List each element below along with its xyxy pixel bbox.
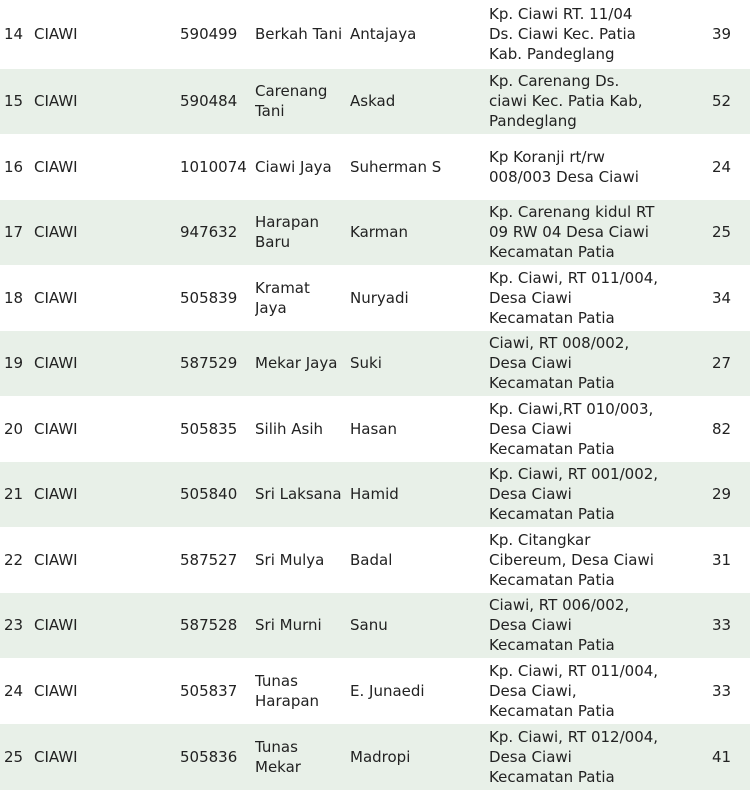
row-number: 24 [4,681,24,700]
group-name-cell: Silih Asih [255,419,324,438]
group-name-cell: Ciawi Jaya [255,157,332,176]
village-cell: CIAWI [34,550,78,569]
id-cell: 590499 [180,25,238,43]
address-cell: Ciawi, RT 006/002, Desa Ciawi Kecamatan Patia [489,596,630,655]
table-row [0,593,750,659]
table-row [0,200,750,266]
id-cell: 587527 [180,550,238,569]
row-number: 14 [4,25,24,43]
id-cell: 1010074 [180,157,247,176]
group-name-cell: Sri Mulya [255,550,325,569]
address-cell: Ciawi, RT 008/002, Desa Ciawi Kecamatan Patia [489,334,630,393]
village-cell: CIAWI [34,223,78,242]
address-cell: Kp. Carenang Ds. ciawi Kec. Patia Kab, Pandeglang [489,72,643,131]
row-number: 17 [4,223,24,242]
leader-cell: Karman [350,223,408,242]
group-name-cell: Tunas Harapan [255,671,320,710]
table-row [0,397,750,463]
table-row [0,266,750,332]
table-row [0,528,750,594]
table-row [0,462,750,528]
count-cell: 25 [712,223,732,242]
id-cell: 947632 [180,223,238,242]
village-cell: CIAWI [34,288,78,307]
count-cell: 82 [712,419,732,438]
row-number: 15 [4,92,24,111]
row-number: 16 [4,157,24,176]
village-cell: CIAWI [34,616,78,635]
id-cell: 590484 [180,92,238,111]
id-cell: 505836 [180,748,238,766]
id-cell: 505840 [180,485,238,504]
id-cell: 587529 [180,354,238,373]
leader-cell: Hasan [350,419,397,438]
row-number: 20 [4,419,24,438]
leader-cell: Antajaya [350,25,417,43]
row-number: 18 [4,288,24,307]
village-cell: CIAWI [34,25,78,43]
count-cell: 33 [712,616,732,635]
count-cell: 33 [712,681,732,700]
group-name-cell: Carenang Tani [255,82,328,121]
village-cell: CIAWI [34,92,78,111]
id-cell: 505839 [180,288,238,307]
leader-cell: Suki [350,354,382,373]
leader-cell: Askad [350,92,396,111]
id-cell: 505837 [180,681,238,700]
address-cell: Kp. Ciawi, RT 012/004, Desa Ciawi Kecamatan Patia [489,728,659,786]
group-name-cell: Tunas Mekar [255,738,301,776]
group-name-cell: Berkah Tani [255,25,343,43]
address-cell: Kp. Ciawi, RT 011/004, Desa Ciawi, Kecamatan Patia [489,661,659,720]
village-cell: CIAWI [34,485,78,504]
table-row [0,724,750,791]
address-cell: Kp. Citangkar Cibereum, Desa Ciawi Kecamatan Patia [489,530,654,589]
address-cell: Kp Koranji rt/rw 008/003 Desa Ciawi [489,147,639,186]
leader-cell: E. Junaedi [350,681,425,700]
group-name-cell: Sri Murni [255,616,322,635]
village-cell: CIAWI [34,157,78,176]
address-cell: Kp. Ciawi RT. 11/04 Ds. Ciawi Kec. Patia Kab. Pandeglang [489,5,636,63]
leader-cell: Hamid [350,485,399,504]
count-cell: 27 [712,354,732,373]
village-cell: CIAWI [34,748,78,766]
table-row [0,135,750,201]
row-number: 25 [4,748,24,766]
village-cell: CIAWI [34,354,78,373]
row-number: 19 [4,354,24,373]
table-row [0,659,750,725]
address-cell: Kp. Ciawi, RT 011/004, Desa Ciawi Kecamatan Patia [489,268,659,327]
count-cell: 39 [712,25,732,43]
count-cell: 31 [712,550,732,569]
count-cell: 52 [712,92,732,111]
leader-cell: Nuryadi [350,288,409,307]
table-row [0,331,750,397]
count-cell: 29 [712,485,732,504]
row-number: 22 [4,550,24,569]
leader-cell: Suherman S [350,157,442,176]
row-number: 21 [4,485,24,504]
id-cell: 505835 [180,419,238,438]
leader-cell: Madropi [350,748,411,766]
group-name-cell: Mekar Jaya [255,354,338,373]
group-name-cell: Kramat Jaya [255,278,310,317]
address-cell: Kp. Carenang kidul RT 09 RW 04 Desa Ciawi Kecamatan Patia [489,203,655,262]
village-cell: CIAWI [34,419,78,438]
leader-cell: Sanu [350,616,388,635]
count-cell: 41 [712,748,732,766]
group-name-cell: Sri Laksana [255,485,342,504]
address-cell: Kp. Ciawi, RT 001/002, Desa Ciawi Kecamatan Patia [489,465,659,524]
leader-cell: Badal [350,550,393,569]
address-cell: Kp. Ciawi,RT 010/003, Desa Ciawi Kecamatan Patia [489,399,654,458]
village-cell: CIAWI [34,681,78,700]
group-name-cell: Harapan Baru [255,213,320,252]
table-row [0,69,750,135]
count-cell: 24 [712,157,732,176]
row-number: 23 [4,616,24,635]
count-cell: 34 [712,288,732,307]
table-row [0,0,750,69]
id-cell: 587528 [180,616,238,635]
